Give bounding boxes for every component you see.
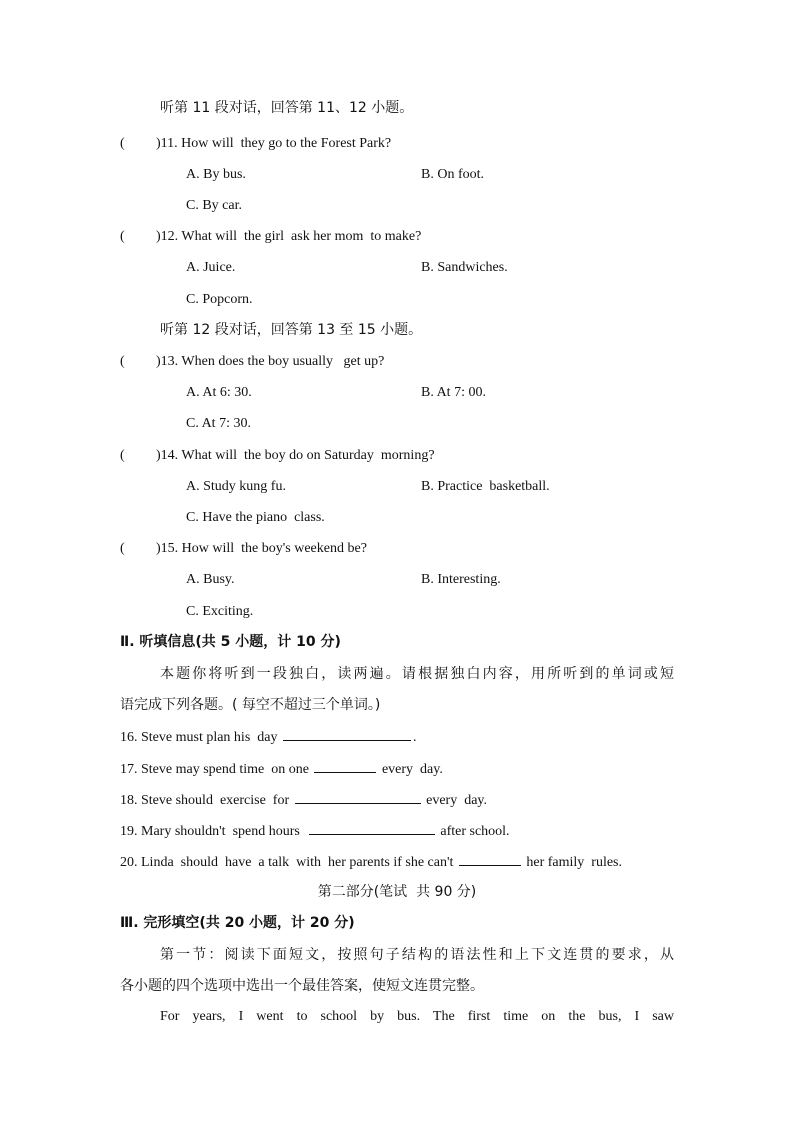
- q15-stem: )15. How will the boy's weekend be?: [156, 541, 367, 556]
- q14-stem: )14. What will the boy do on Saturday morning?: [156, 448, 435, 463]
- q17-sentence: [120, 758, 443, 780]
- q11-paren: (: [120, 136, 125, 151]
- q15-option-a: A. Busy.: [186, 572, 235, 587]
- section-3-title: Ⅲ. 完形填空(共 20 小题，计 20 分): [120, 915, 355, 931]
- section-2-instruction-line2: 语完成下列各题。( 每空不超过三个单词。): [120, 697, 381, 713]
- q13-option-c: C. At 7: 30.: [186, 416, 251, 431]
- q12-paren: (: [120, 229, 125, 244]
- q16-sentence: [120, 726, 417, 748]
- dialogue-12-heading: 听第 12 段对话，回答第 13 至 15 小题。: [160, 322, 423, 338]
- q12-option-c: C. Popcorn.: [186, 292, 253, 307]
- section-2-title: Ⅱ. 听填信息(共 5 小题，计 10 分): [120, 634, 341, 650]
- q13-paren: (: [120, 354, 125, 369]
- q11-option-a: A. By bus.: [186, 167, 246, 182]
- q18-sentence: [120, 789, 487, 811]
- q20-sentence: [120, 851, 622, 873]
- q15-paren: (: [120, 541, 125, 556]
- q20-blank[interactable]: [459, 851, 521, 866]
- q17-text-before: 17. Steve may spend time on one: [120, 762, 313, 777]
- q11-stem: )11. How will they go to the Forest Park?: [156, 136, 392, 151]
- q13-option-a: A. At 6: 30.: [186, 385, 252, 400]
- q18-text-after: every day.: [422, 793, 488, 808]
- section-3-instruction-line2: 各小题的四个选项中选出一个最佳答案，使短文连贯完整。: [120, 978, 484, 994]
- q19-text-after: after school.: [436, 824, 510, 839]
- q17-text-after: every day.: [378, 762, 443, 777]
- q14-paren: (: [120, 448, 125, 463]
- q14-option-c: C. Have the piano class.: [186, 510, 325, 525]
- q16-blank[interactable]: [283, 726, 411, 741]
- q13-stem: )13. When does the boy usually get up?: [156, 354, 385, 369]
- q19-sentence: [120, 820, 510, 842]
- q16-text-after: .: [413, 730, 417, 745]
- q18-blank[interactable]: [295, 789, 421, 804]
- part-2-title: 第二部分(笔试 共 90 分): [317, 884, 477, 900]
- q11-option-b: B. On foot.: [421, 167, 484, 182]
- q17-blank[interactable]: [314, 758, 376, 773]
- q14-option-b: B. Practice basketball.: [421, 479, 550, 494]
- q11-option-c: C. By car.: [186, 198, 242, 213]
- q19-text-before: 19. Mary shouldn't spend hours: [120, 824, 307, 839]
- q14-option-a: A. Study kung fu.: [186, 479, 286, 494]
- section-3-instruction-line1: 第一节：阅读下面短文，按照句子结构的语法性和上下文连贯的要求，从: [160, 947, 674, 963]
- q15-option-b: B. Interesting.: [421, 572, 501, 587]
- q15-option-c: C. Exciting.: [186, 604, 254, 619]
- passage-first-line: For years, I went to school by bus. The first time on the bus, I saw: [160, 1009, 674, 1024]
- q20-text-before: 20. Linda should have a talk with her parents if she can't: [120, 855, 457, 870]
- q13-option-b: B. At 7: 00.: [421, 385, 486, 400]
- dialogue-11-heading: 听第 11 段对话，回答第 11、12 小题。: [160, 100, 414, 116]
- q20-text-after: her family rules.: [522, 855, 623, 870]
- section-2-instruction-line1: 本题你将听到一段独白，读两遍。请根据独白内容，用所听到的单词或短: [160, 666, 674, 682]
- q12-option-b: B. Sandwiches.: [421, 260, 508, 275]
- q12-stem: )12. What will the girl ask her mom to make?: [156, 229, 422, 244]
- q12-option-a: A. Juice.: [186, 260, 236, 275]
- q16-text-before: 16. Steve must plan his day: [120, 730, 281, 745]
- q18-text-before: 18. Steve should exercise for: [120, 793, 293, 808]
- q19-blank[interactable]: [309, 820, 435, 835]
